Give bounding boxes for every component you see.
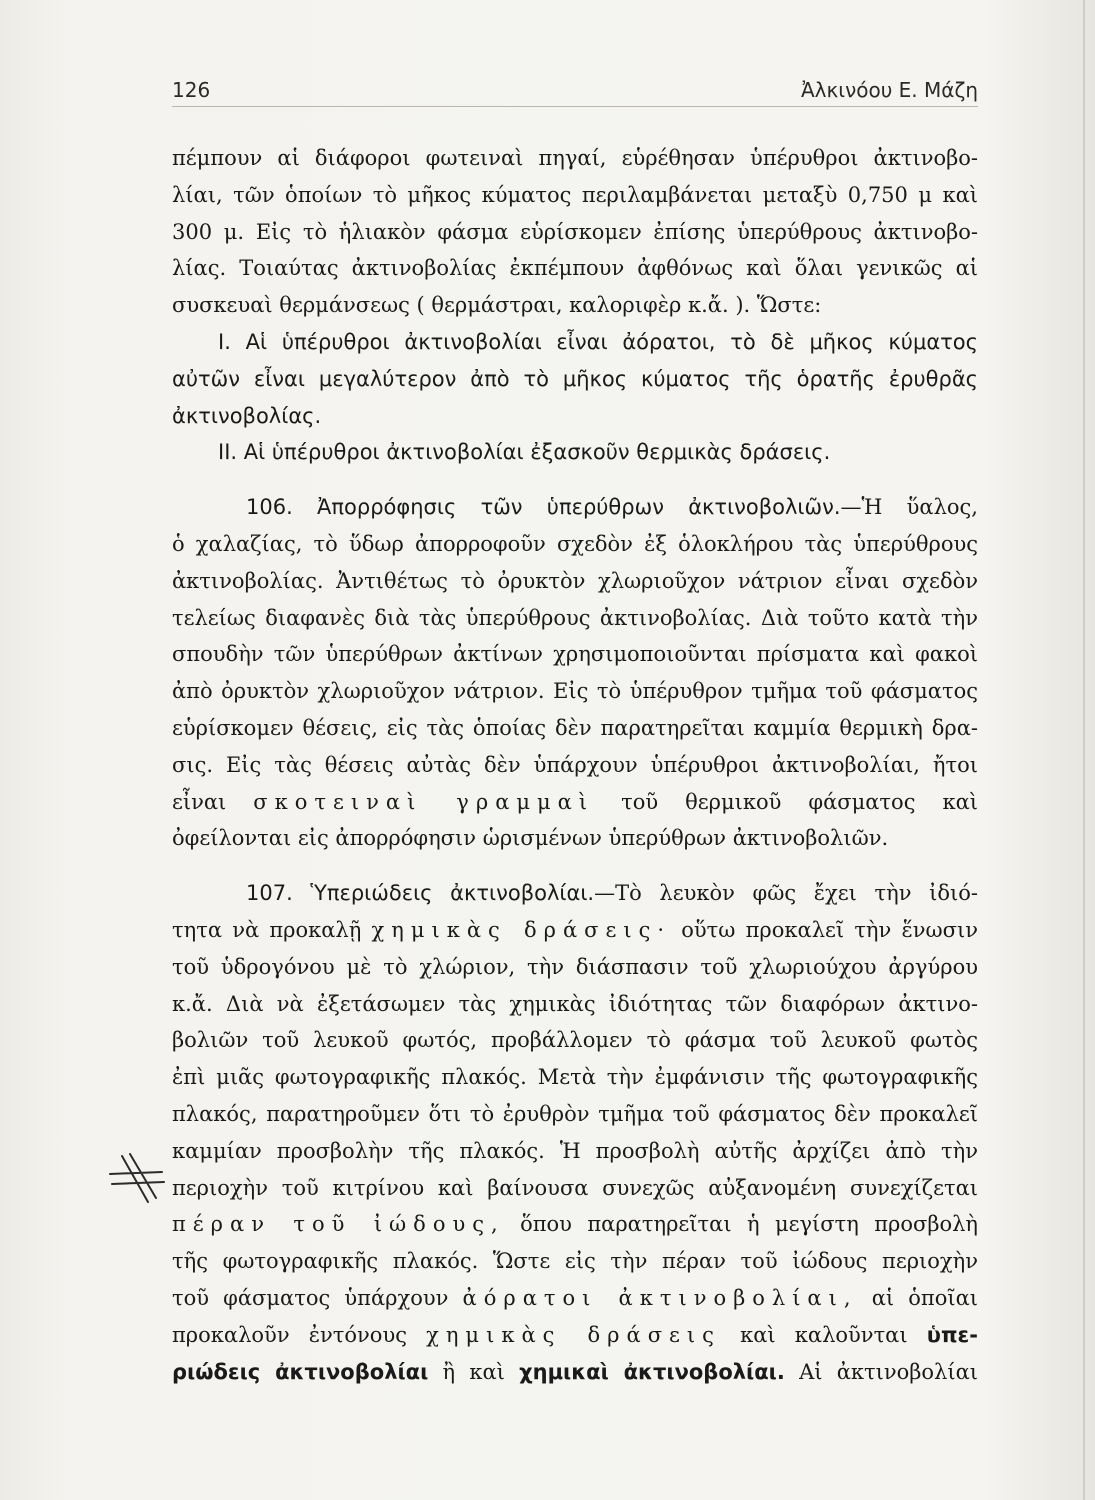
list-number: Ι. — [218, 329, 231, 354]
body-line: ἀκτινοβολίας. Ἀντιθέτως τὸ ὀρυκτὸν χλωριοῦχον νάτριον εἶναι σχεδὸν — [172, 568, 978, 593]
list-number: ΙΙ. — [218, 440, 238, 465]
body-text: αἱ ὁποῖαι — [871, 1285, 978, 1310]
body-text: οὕτω προκαλεῖ τὴν ἕνωσιν — [681, 917, 978, 942]
body-line — [172, 1280, 978, 1317]
body-line: λίας. Τοιαύτας ἀκτινοβολίας ἐκπέμπουν ἀφθόνως καὶ ὅλαι γενικῶς αἱ — [172, 256, 978, 281]
body-line: κ.ἄ. Διὰ νὰ ἐξετάσωμεν τὰς χημικὰς ἰδιότητας τῶν διαφόρων ἀκτινο- — [172, 991, 978, 1016]
body-text: τητα νὰ προκαλῇ — [172, 917, 362, 942]
body-line: 300 μ. Εἰς τὸ ἡλιακὸν φάσμα εὑρίσκομεν ἐπίσης ὑπερύθρους ἀκτινοβο- — [172, 219, 978, 244]
body-line: σπουδὴν τῶν ὑπερύθρων ἀκτίνων χρησιμοποιοῦνται πρίσματα καὶ φακοὶ — [172, 642, 978, 667]
running-header — [172, 72, 978, 107]
page-body — [172, 140, 978, 1390]
body-line: σις. Εἰς τὰς θέσεις αὐτὰς δὲν ὑπάρχουν ὑπέρυθροι ἀκτινοβολίαι, ἤτοι — [172, 752, 978, 777]
list-line: ἀκτινοβολίας. — [172, 403, 322, 428]
bold-term: χημικαὶ ἀκτινοβολίαι. — [519, 1359, 785, 1384]
page-number: 126 — [172, 78, 211, 102]
list-text: Αἱ ὑπέρυθροι ἀκτινοβολίαι ἐξασκοῦν θερμικὰς δράσεις. — [243, 440, 831, 465]
section-heading: 106. Ἀπορρόφησις τῶν ὑπερύθρων ἀκτινοβολιῶν. — [246, 495, 841, 520]
body-text: προκαλοῦν ἐντόνους — [172, 1322, 407, 1347]
body-line: συσκευαὶ θερμάνσεως ( θερμάστραι, καλοριφὲρ κ.ἄ. ). Ὥστε: — [172, 293, 822, 318]
body-line: τοῦ ὑδρογόνου μὲ τὸ χλώριον, τὴν διάσπασιν τοῦ χλωριούχου ἀργύρου — [172, 954, 978, 979]
body-text: τοῦ θερμικοῦ φάσματος καὶ — [621, 789, 978, 814]
page-edge — [1083, 0, 1085, 1500]
list-line: αὐτῶν εἶναι μεγαλύτερον ἀπὸ τὸ μῆκος κύματος τῆς ὁρατῆς ἐρυθρᾶς — [172, 366, 978, 391]
body-line: πλακός, παρατηροῦμεν ὅτι τὸ ἐρυθρὸν τμῆμα τοῦ φάσματος δὲν προκαλεῖ — [172, 1101, 978, 1126]
body-line — [172, 784, 978, 821]
body-line: τῆς φωτογραφικῆς πλακός. Ὥστε εἰς τὴν πέραν τοῦ ἰώδους περιοχὴν — [172, 1249, 978, 1274]
body-text: καὶ καλοῦνται — [740, 1322, 908, 1347]
running-title: Ἀλκινόου Ε. Μάζη — [801, 78, 978, 102]
spaced-emphasis: ἀόρατοι ἀκτινοβολίαι, — [462, 1285, 858, 1310]
body-text: τοῦ φάσματος ὑπάρχουν — [172, 1285, 449, 1310]
section-107-first-line — [172, 875, 978, 912]
body-line: ὀφείλονται εἰς ἀπορρόφησιν ὡρισμένων ὑπερύθρων ἀκτινοβολιῶν. — [172, 826, 889, 851]
body-line: βολιῶν τοῦ λευκοῦ φωτός, προβάλλομεν τὸ φάσμα τοῦ λευκοῦ φωτὸς — [172, 1028, 978, 1053]
body-line — [172, 912, 978, 949]
body-line: τελείως διαφανὲς διὰ τὰς ὑπερύθρους ἀκτινοβολίας. Διὰ τοῦτο κατὰ τὴν — [172, 605, 978, 630]
body-text: ὅπου παρατηρεῖται ἡ μεγίστη προσβολὴ — [520, 1212, 979, 1237]
body-text: ἢ καὶ — [442, 1359, 505, 1384]
spaced-emphasis: χημικὰς δράσεις — [426, 1322, 721, 1347]
handwritten-hash-mark-icon — [104, 1152, 168, 1208]
body-line: καμμίαν προσβολὴν τῆς πλακός. Ἡ προσβολὴ αὐτῆς ἀρχίζει ἀπὸ τὴν — [172, 1138, 978, 1163]
spaced-emphasis: χημικὰς δράσεις· — [371, 917, 672, 942]
body-line: λίαι, τῶν ὁποίων τὸ μῆκος κύματος περιλαμβάνεται μεταξὺ 0,750 μ καὶ — [172, 182, 978, 207]
list-text: Αἱ ὑπέρυθροι ἀκτινοβολίαι εἶναι ἀόρατοι, τὸ δὲ μῆκος κύματος — [245, 329, 978, 354]
bold-term: ὑπε- — [926, 1322, 978, 1347]
body-line: ὁ χαλαζίας, τὸ ὕδωρ ἀπορροφοῦν σχεδὸν ἐξ ὁλοκλήρου τὰς ὑπερύθρους — [172, 531, 978, 556]
spaced-emphasis: πέραν τοῦ ἰώδους, — [172, 1212, 505, 1237]
body-line — [172, 1206, 978, 1243]
section-106-first-line — [172, 489, 978, 526]
body-line — [172, 1317, 978, 1354]
body-line: ἐπὶ μιᾶς φωτογραφικῆς πλακός. Μετὰ τὴν ἐμφάνισιν τῆς φωτογραφικῆς — [172, 1065, 978, 1090]
body-line: πέμπουν αἱ διάφοροι φωτειναὶ πηγαί, εὑρέθησαν ὑπέρυθροι ἀκτινοβο- — [172, 146, 978, 170]
body-text: Αἱ ἀκτινοβολίαι — [799, 1359, 978, 1384]
body-line: εὑρίσκομεν θέσεις, εἰς τὰς ὁποίας δὲν παρατηρεῖται καμμία θερμικὴ δρα- — [172, 715, 978, 740]
section-heading: 107. Ὑπεριώδεις ἀκτινοβολίαι. — [246, 881, 595, 906]
body-line: ἀπὸ ὀρυκτὸν χλωριοῦχον νάτριον. Εἰς τὸ ὑπέρυθρον τμῆμα τοῦ φάσματος — [172, 679, 978, 704]
list-item-1 — [172, 324, 978, 361]
body-line: περιοχὴν τοῦ κιτρίνου καὶ βαίνουσα συνεχῶς αὐξανομένη συνεχίζεται — [172, 1175, 978, 1200]
body-text: —Ἡ ὕαλος, — [840, 495, 978, 520]
body-text: —Τὸ λευκὸν φῶς ἔχει τὴν ἰδιό- — [594, 881, 978, 906]
body-line — [172, 1354, 978, 1391]
body-text: εἶναι — [172, 789, 227, 814]
spaced-emphasis: σκοτειναὶ γραμμαὶ — [253, 789, 595, 814]
list-item-2 — [172, 434, 978, 471]
bold-term: ριώδεις ἀκτινοβολίαι — [172, 1359, 429, 1384]
